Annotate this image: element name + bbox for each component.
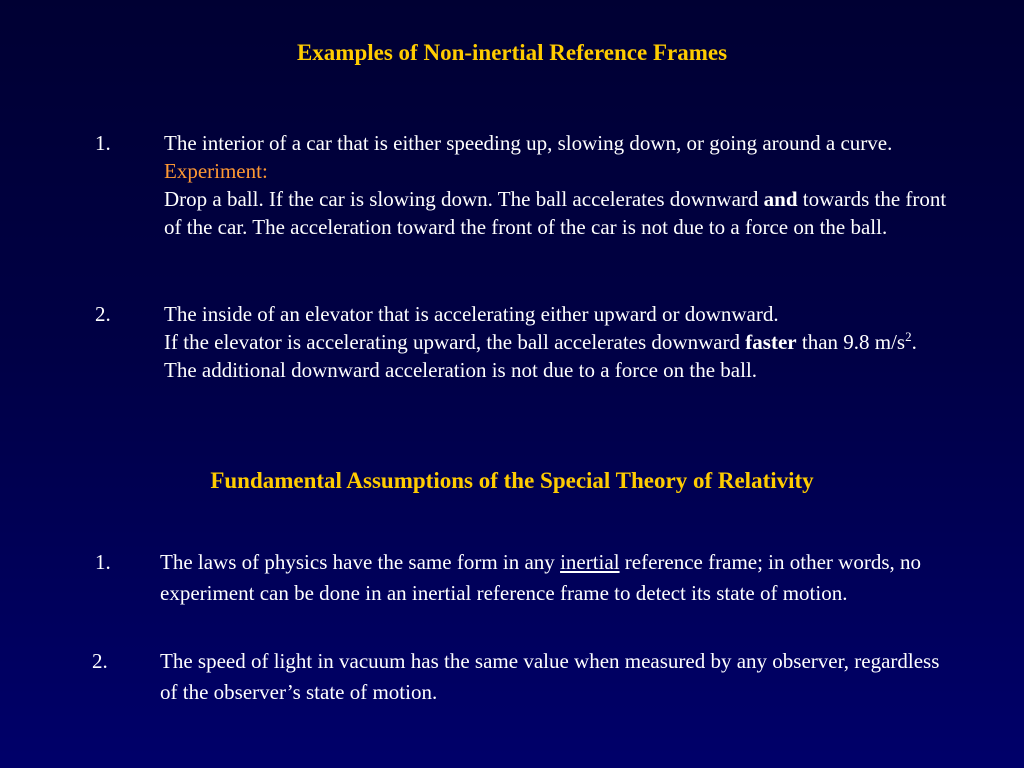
elevator-text-part: If the elevator is accelerating upward, the ball accelerates downward <box>164 330 746 354</box>
exponent: 2 <box>905 329 912 344</box>
list-item-body <box>164 129 954 241</box>
slide-title-relativity: Fundamental Assumptions of the Special Theory of Relativity <box>210 468 814 493</box>
experiment-label: Experiment: <box>164 159 268 183</box>
experiment-text-part: Drop a ball. If the car is slowing down. The ball accelerates downward <box>164 187 764 211</box>
slide-title-non-inertial: Examples of Non-inertial Reference Frames <box>296 40 728 65</box>
experiment-text <box>164 185 954 241</box>
list-number: 1. <box>95 131 111 155</box>
list-number: 2. <box>92 649 108 673</box>
elevator-text-part: . The additional downward acceleration is not due to a force on the ball. <box>164 330 917 382</box>
assumption-text-part: reference frame; in other words, no experiment can be done in an inertial reference frame to detect its state of motion. <box>160 550 921 605</box>
elevator-text-part: than 9.8 m/s <box>796 330 906 354</box>
assumption-text-part: The laws of physics have the same form in any <box>160 550 561 574</box>
list-item-body <box>164 300 954 384</box>
emphasis-and: and <box>763 187 798 211</box>
item-text: The inside of an elevator that is accelerating either upward or downward. <box>164 302 779 326</box>
list-number: 1. <box>95 550 111 574</box>
underlined-inertial: inertial <box>560 550 620 574</box>
list-item-body: The speed of light in vacuum has the same value when measured by any observer, regardless of the observer’s state of motion. <box>160 649 940 704</box>
emphasis-faster: faster <box>745 330 797 354</box>
elevator-text <box>164 328 954 384</box>
experiment-text-part: towards the front of the car. The acceleration toward the front of the car is not due to a force on the ball. <box>164 187 947 239</box>
list-number: 2. <box>95 302 111 326</box>
item-text: The interior of a car that is either speeding up, slowing down, or going around a curve. <box>164 131 893 155</box>
list-item-body <box>160 547 950 609</box>
